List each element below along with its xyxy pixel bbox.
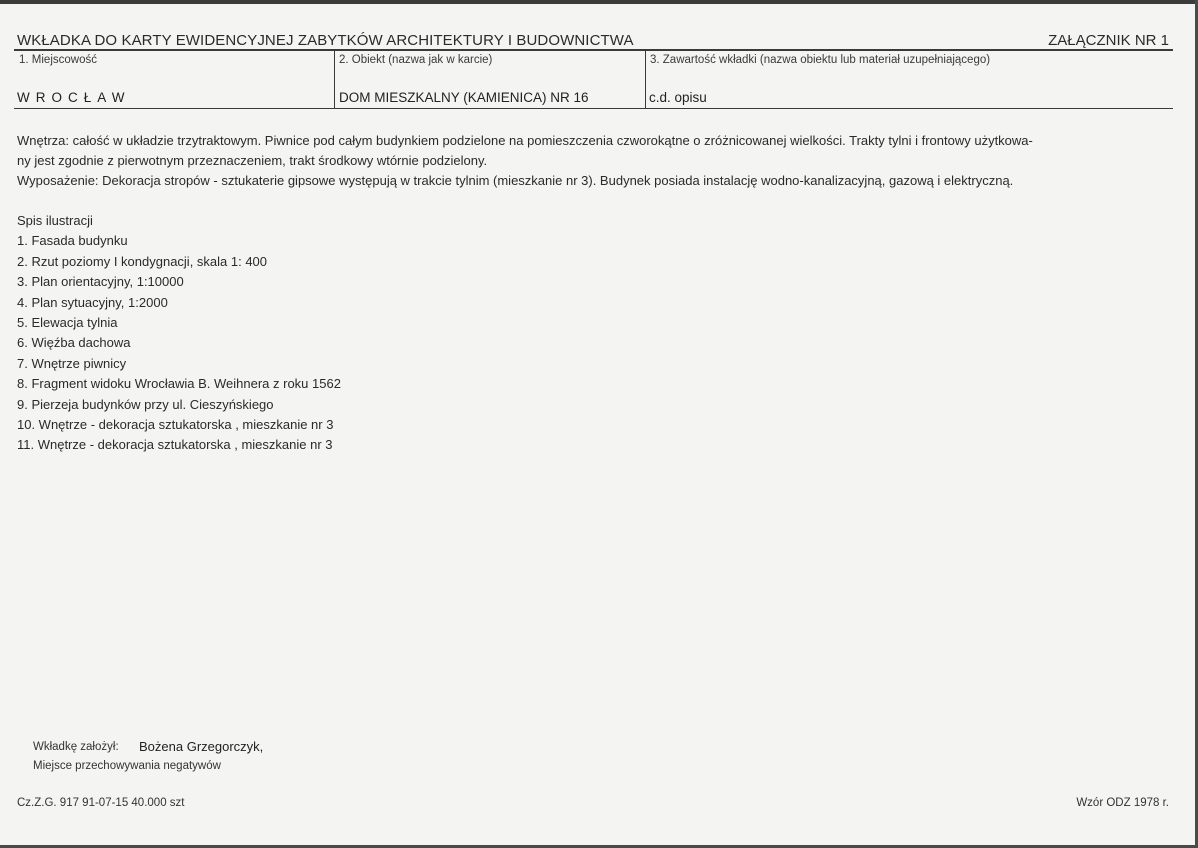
author-label: Wkładkę założył: bbox=[33, 741, 119, 753]
list-item: 5. Elewacja tylnia bbox=[17, 315, 118, 331]
print-code: Cz.Z.G. 917 91-07-15 40.000 szt bbox=[17, 797, 185, 809]
object-label: 2. Obiekt (nazwa jak w karcie) bbox=[339, 54, 493, 66]
field-divider-1 bbox=[334, 50, 335, 109]
header-rule bbox=[14, 49, 1173, 51]
contents-label: 3. Zawartość wkładki (nazwa obiektu lub materiał uzupełniającego) bbox=[650, 54, 991, 66]
illustrations-heading: Spis ilustracji bbox=[17, 213, 93, 228]
illustrations-list bbox=[17, 211, 341, 456]
location-label: 1. Miejscowość bbox=[19, 54, 97, 66]
form-code: Wzór ODZ 1978 r. bbox=[1076, 797, 1169, 809]
list-item: 10. Wnętrze - dekoracja sztukatorska , mieszkanie nr 3 bbox=[17, 417, 334, 433]
list-item: 3. Plan orientacyjny, 1:10000 bbox=[17, 274, 184, 290]
negatives-storage-label: Miejsce przechowywania negatywów bbox=[33, 760, 221, 772]
description-line: ny jest zgodnie z pierwotnym przeznaczeniem, trakt środkowy wtórnie podzielony. bbox=[17, 153, 488, 168]
author-value: Bożena Grzegorczyk, bbox=[139, 739, 264, 754]
list-item: 7. Wnętrze piwnicy bbox=[17, 355, 127, 371]
list-item: 4. Plan sytuacyjny, 1:2000 bbox=[17, 294, 168, 310]
description-text bbox=[17, 131, 1167, 191]
list-item: 11. Wnętrze - dekoracja sztukatorska , mieszkanie nr 3 bbox=[17, 437, 333, 453]
list-item: 2. Rzut poziomy I kondygnacji, skala 1: 400 bbox=[17, 253, 268, 269]
object-value: DOM MIESZKALNY (KAMIENICA) NR 16 bbox=[339, 90, 589, 105]
fields-bottom-rule bbox=[14, 108, 1173, 109]
contents-value: c.d. opisu bbox=[649, 90, 707, 105]
location-value: WROCŁAW bbox=[17, 90, 131, 105]
form-header bbox=[17, 30, 1173, 50]
field-divider-2 bbox=[645, 50, 646, 109]
list-item: 6. Więźba dachowa bbox=[17, 335, 131, 351]
list-item: 8. Fragment widoku Wrocławia B. Weihnera z roku 1562 bbox=[17, 376, 341, 392]
description-line: Wyposażenie: Dekoracja stropów - sztukaterie gipsowe występują w trakcie tylnim (mieszkanie nr 3). Budynek posiada instalację wodno-kanalizacyjną, gazową i elektryczną. bbox=[17, 173, 1014, 188]
attachment-number: ZAŁĄCZNIK NR 1 bbox=[1048, 32, 1169, 49]
form-title: WKŁADKA DO KARTY EWIDENCYJNEJ ZABYTKÓW ARCHITEKTURY I BUDOWNICTWA bbox=[17, 32, 634, 49]
description-line: Wnętrza: całość w układzie trzytraktowym. Piwnice pod całym budynkiem podzielone na pomieszczenia czworokątne o zróżnicowanej wielkości. Trakty tylni i frontowy użytkowa- bbox=[17, 133, 1033, 148]
scan-edge-top bbox=[0, 0, 1198, 4]
list-item: 1. Fasada budynku bbox=[17, 233, 128, 249]
list-item: 9. Pierzeja budynków przy ul. Cieszyńskiego bbox=[17, 396, 274, 412]
